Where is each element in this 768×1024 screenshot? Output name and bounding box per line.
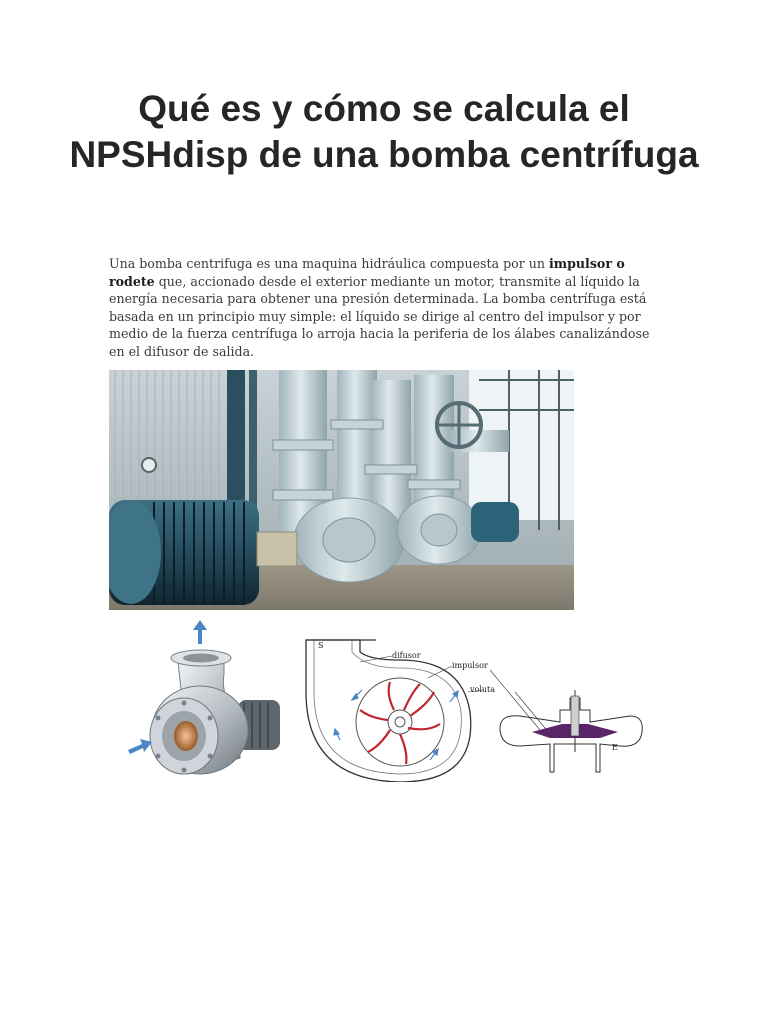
label-s: S xyxy=(318,641,324,650)
label-voluta: voluta xyxy=(470,685,496,694)
intro-bold-term: impulsor o rodete xyxy=(109,256,625,289)
label-difusor: difusor xyxy=(392,651,421,660)
intro-text-part2: que, accionado desde el exterior mediante un motor, transmite al líquido la energía necesaria para obtener una presión determinada. La bomba centrífuga está basada en un principio muy simple: el líquido se dirige al centro del impulsor y por medio de la fuerza centrífuga lo arroja hacia la periferia de los álabes canalizándose en el difusor de salida. xyxy=(109,273,650,359)
pump-room-photo xyxy=(109,370,574,610)
label-e: E xyxy=(612,743,618,752)
page-title: Qué es y cómo se calcula el NPSHdisp de una bomba centrífuga xyxy=(69,88,699,175)
intro-text-part1: Una bomba centrifuga es una maquina hidráulica compuesta por un xyxy=(109,256,549,271)
pump-3d-illustration xyxy=(120,618,290,790)
intro-paragraph xyxy=(109,255,657,360)
label-impulsor: impulsor xyxy=(452,661,488,670)
pump-section-diagram xyxy=(300,632,645,782)
